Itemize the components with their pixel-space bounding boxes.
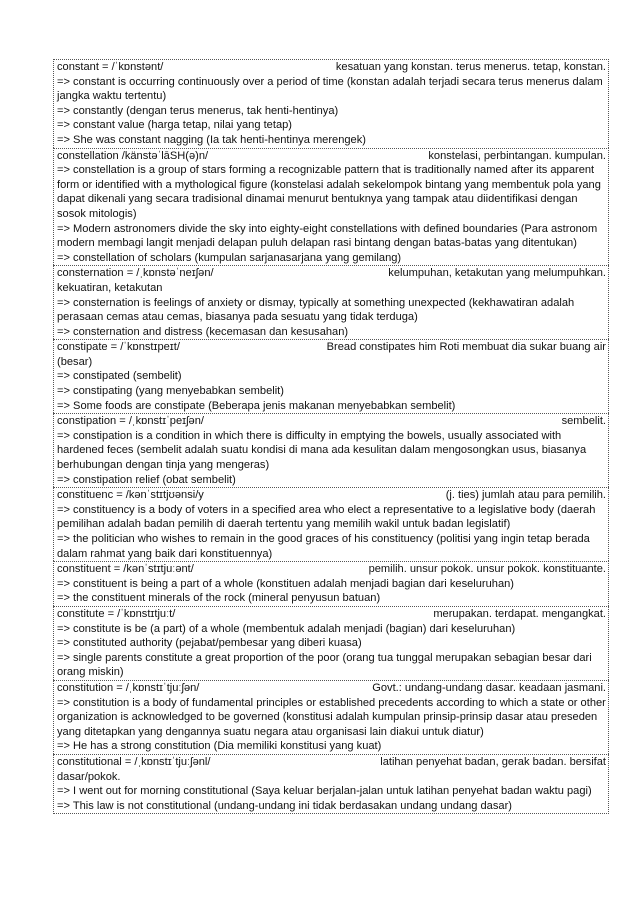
entry-translation: (j. ties) jumlah atau para pemilih. — [445, 489, 606, 502]
entry-example: => the politician who wishes to remain in the good graces of his constituency (politisi yang ingin tetap berada dalam rahmat yang baik dari konstituennya) — [57, 533, 590, 560]
dictionary-entry — [53, 606, 609, 680]
entry-example: => She was constant nagging (Ia tak henti-hentinya merengek) — [57, 133, 366, 146]
entry-example: => the constituent minerals of the rock (mineral penyusun batuan) — [57, 592, 381, 605]
entry-example: => consternation and distress (kecemasan dan kesusahan) — [57, 325, 349, 338]
entry-example: => constant value (harga tetap, nilai yang tetap) — [57, 119, 292, 132]
entry-headword: constitution = /ˌkɒnstɪˈtjuːʃən/ — [57, 681, 200, 694]
entry-translation: Govt.: undang-undang dasar. keadaan jasmani. — [372, 681, 606, 694]
dictionary-entry — [53, 339, 609, 413]
entry-header — [57, 562, 606, 577]
dictionary-entry — [53, 265, 609, 339]
entry-headword: constipate = /ˈkɒnstɪpeɪt/ — [57, 341, 180, 354]
entry-translation: kesatuan yang konstan. terus menerus. tetap, konstan. — [335, 61, 606, 73]
entry-example: => Some foods are constipate (Beberapa jenis makanan menyebabkan sembelit) — [57, 399, 456, 412]
entry-continuation: (besar) — [57, 355, 93, 368]
entry-example: => constipating (yang menyebabkan sembelit) — [57, 385, 284, 398]
entry-example: => constantly (dengan terus menerus, tak henti-hentinya) — [57, 104, 339, 117]
dictionary-entry — [53, 680, 609, 754]
entry-header — [57, 60, 606, 75]
entry-example: => constipation relief (obat sembelit) — [57, 473, 236, 486]
entry-example: => single parents constitute a great proportion of the poor (orang tua tunggal merupakan sebagian besar dari orang miskin) — [57, 651, 592, 679]
entry-example: => constitute is be (a part) of a whole (membentuk adalah menjadi (bagian) dari keseluruhan) — [57, 622, 516, 635]
entry-header — [57, 607, 606, 622]
entry-translation: latihan penyehat badan, gerak badan. bersifat — [380, 755, 606, 768]
entry-example: => constitution is a body of fundamental principles or established precedents according to which a state or other organization is acknowledged to be governed (konstitusi adalah kumpulan prinsip-prinsip dasar atau preseden yang ditetapkan yang dengannya suatu negara atau organisasi lain diakui untuk diatur) — [57, 696, 606, 738]
entry-headword: constitute = /ˈkɒnstɪtjuːt/ — [57, 607, 176, 620]
entry-example: => Modern astronomers divide the sky into eighty-eight constellations with defined boundaries (Para astronom modern membagi langit menjadi delapan puluh delapan rasi bintang dengan batas-batas yang ditentukan) — [57, 222, 598, 250]
entry-headword: constituenc = /kənˈstɪtjʊənsi/y — [57, 489, 204, 502]
entry-example: => constituted authority (pejabat/pembesar yang diberi kuasa) — [57, 637, 362, 650]
entry-example: => constant is occurring continuously over a period of time (konstan adalah terjadi secara terus menerus dalam jangka waktu tertentu) — [57, 75, 603, 103]
entry-example: => constipation is a condition in which there is difficulty in emptying the bowels, usually associated with hardened feces (sembelit adalah suatu kondisi di mana ada kesulitan dalam mengosongkan usus, biasanya berhubungan dengan tinja yang mengeras) — [57, 429, 587, 472]
entry-translation: kelumpuhan, ketakutan yang melumpuhkan. — [388, 267, 606, 280]
entry-headword: constipation = /ˌkɒnstɪˈpeɪʃən/ — [57, 415, 204, 428]
entry-translation: konstelasi, perbintangan. kumpulan. — [428, 149, 606, 162]
entry-header — [57, 266, 606, 281]
entry-translation: Bread constipates him Roti membuat dia sukar buang air — [326, 341, 606, 354]
dictionary-entry — [53, 413, 609, 487]
entry-header — [57, 755, 606, 770]
entry-example: => constipated (sembelit) — [57, 370, 182, 383]
entry-example: => constellation of scholars (kumpulan sarjanasarjana yang gemilang) — [57, 251, 402, 264]
entry-header — [57, 149, 606, 164]
entry-headword: constellation /känstəˈlāSH(ə)n/ — [57, 149, 209, 162]
entry-headword: constant = /ˈkɒnstənt/ — [57, 61, 164, 73]
entry-continuation: dasar/pokok. — [57, 770, 121, 783]
entry-translation: merupakan. terdapat. mengangkat. — [433, 607, 606, 620]
entry-example: => constellation is a group of stars forming a recognizable pattern that is traditionally named after its apparent form or identified with a mythological figure (konstelasi adalah sekelompok bintang yang membentuk pola yang dapat dikenali yang secara tradisional dinamai menurut bentuknya yang tampak atau diidentifikasi dengan sosok mitologis) — [57, 164, 601, 220]
entry-headword: constitutional = /ˌkɒnstɪˈtjuːʃənl/ — [57, 755, 211, 768]
dictionary-entry — [53, 59, 609, 148]
dictionary-entry — [53, 561, 609, 606]
entry-example: => consternation is feelings of anxiety or dismay, typically at something unexpected (kekhawatiran adalah perasaan cemas atau cemas, biasanya pada sesuatu yang tidak terduga) — [57, 296, 575, 324]
entry-example: => constituency is a body of voters in a specified area who elect a representative to a legislative body (daerah pemilihan adalah badan pemilih di daerah tertentu yang memilih wakil untuk badan legislatif) — [57, 503, 596, 531]
entry-continuation: kekuatiran, ketakutan — [57, 281, 163, 294]
entry-headword: consternation = /ˌkɒnstəˈneɪʃən/ — [57, 267, 214, 280]
entry-example: => I went out for morning constitutional (Saya keluar berjalan-jalan untuk latihan penyehat badan waktu pagi) — [57, 785, 592, 798]
entry-translation: pemilih. unsur pokok. unsur pokok. konstituante. — [368, 563, 606, 576]
entry-header — [57, 340, 606, 355]
entry-example: => This law is not constitutional (undang-undang ini tidak berdasakan undang undang dasar) — [57, 799, 512, 812]
entry-headword: constituent = /kənˈstɪtjuːənt/ — [57, 563, 194, 576]
dictionary-entry — [53, 148, 609, 266]
dictionary-page — [53, 59, 609, 814]
entry-header — [57, 681, 606, 696]
entry-header — [57, 414, 606, 429]
entry-example: => constituent is being a part of a whole (konstituen adalah menjadi bagian dari keseluruhan) — [57, 577, 514, 590]
entry-example: => He has a strong constitution (Dia memiliki konstitusi yang kuat) — [57, 740, 382, 753]
entry-translation: sembelit. — [561, 415, 606, 428]
dictionary-entry — [53, 487, 609, 561]
dictionary-entry — [53, 754, 609, 814]
entry-header — [57, 488, 606, 503]
